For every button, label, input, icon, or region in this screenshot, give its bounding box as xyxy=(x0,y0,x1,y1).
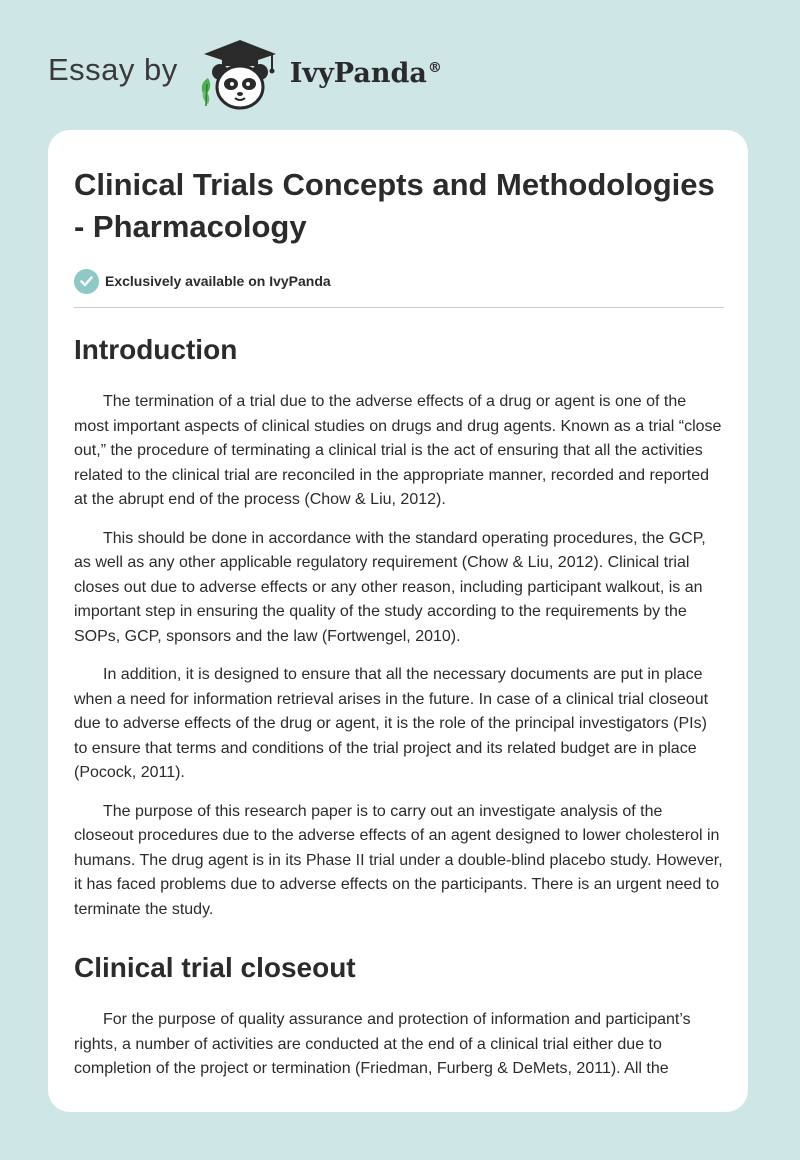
section-body-clinical-trial-closeout xyxy=(74,1008,724,1082)
site-header xyxy=(48,34,442,114)
paragraph: This should be done in accordance with the standard operating procedures, the GCP, as well as any other applicable regulatory requirement (Chow & Liu, 2012). Clinical trial closes out due to adverse effects or any other reason, including participant walkout, is an important step in ensuring the quality of the study according to the requirements by the SOPs, GCP, sponsors and the law (Fortwengel, 2010). xyxy=(74,529,706,645)
paragraph: The purpose of this research paper is to carry out an investigate analysis of the closeout procedures due to the adverse effects of an agent designed to lower cholesterol in humans. The drug agent is in its Phase II trial under a double-blind placebo study. However, it has faced problems due to adverse effects on the participants. There is an urgent need to terminate the study. xyxy=(74,802,723,918)
registered-mark: ® xyxy=(427,59,442,76)
check-icon xyxy=(74,269,99,294)
paragraph: For the purpose of quality assurance and protection of information and participant’s rights, a number of activities are conducted at the end of a clinical trial either due to completion of the project or termination (Friedman, Furberg & DeMets, 2011). All the xyxy=(74,1011,691,1077)
section-heading-clinical-trial-closeout: Clinical trial closeout xyxy=(74,952,356,983)
exclusive-badge xyxy=(74,268,724,294)
section-heading-introduction: Introduction xyxy=(74,334,238,365)
exclusive-label: Exclusively available on IvyPanda xyxy=(105,273,331,289)
paragraph: The termination of a trial due to the adverse effects of a drug or agent is one of the most important aspects of clinical studies on drugs and drug agents. Known as a trial “close out,” the procedure of terminating a clinical trial is the act of ensuring that all the activities related to the clinical trial are reconciled in the appropriate manner, recorded and reported at the abrupt end of the process (Chow & Liu, 2012). xyxy=(74,393,722,508)
section-body-introduction xyxy=(74,390,724,922)
brand-prefix: Essay by xyxy=(48,52,178,87)
page-title: Clinical Trials Concepts and Methodologies - Pharmacology xyxy=(74,167,715,244)
brand-name[interactable]: IvyPanda® xyxy=(289,57,442,89)
article-card xyxy=(48,130,748,1112)
divider xyxy=(74,307,724,308)
panda-graduate-icon[interactable] xyxy=(194,34,286,114)
paragraph: In addition, it is designed to ensure that all the necessary documents are put in place when a need for information retrieval arises in the future. In case of a clinical trial closeout due to adverse effects of the drug or agent, it is the role of the principal investigators (PIs) to ensure that terms and conditions of the trial project and its related budget are in place (Pocock, 2011). xyxy=(74,666,709,781)
